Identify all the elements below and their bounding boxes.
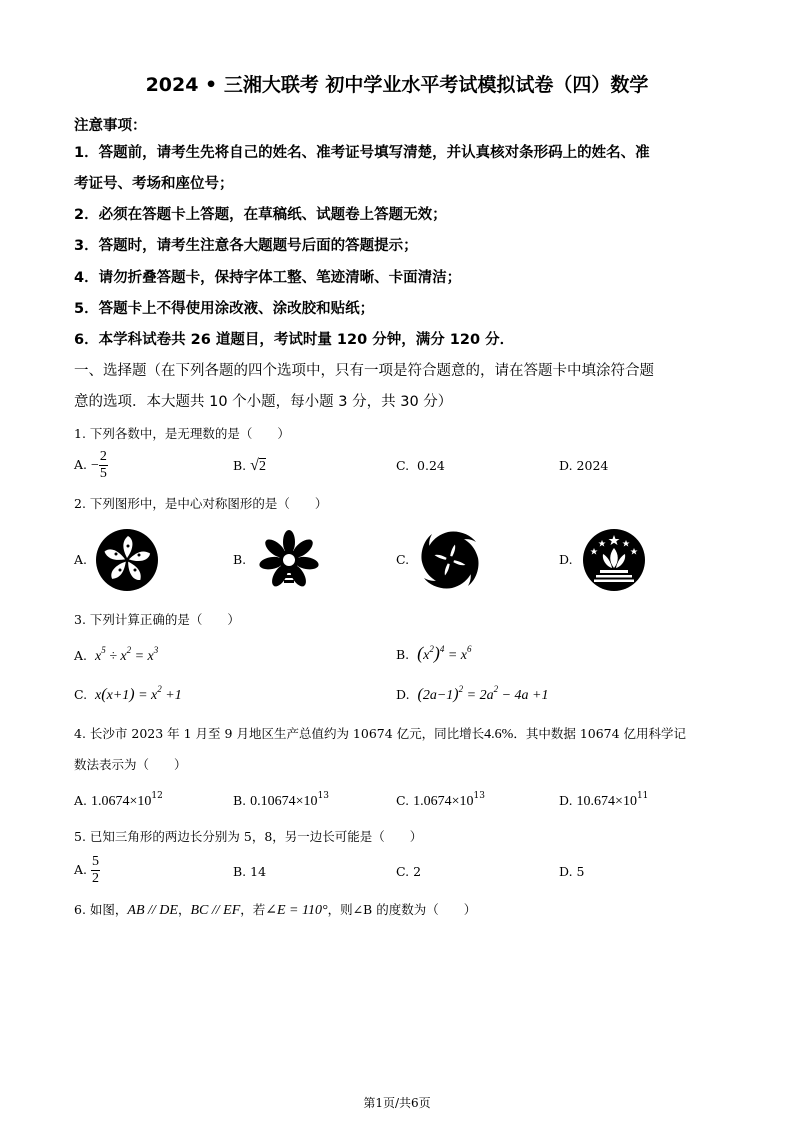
question-2-stem: 2. 下列图形中，是中心对称图形的是（ ） [74,496,328,511]
notes-heading: 注意事项： [74,118,147,134]
option-value: 2 [413,864,422,879]
stem-text: ．其中数据 10674 亿用科学记 [513,726,687,741]
option-value: 14 [250,864,267,879]
question-5-stem: 5. 已知三角形的两边长分别为 5，8，另一边长可能是（ ） [74,829,423,844]
stem-text: ，则∠B 的度数为（ ） [327,902,477,917]
minus-sign: − [91,458,99,473]
swirl-emblem-icon [418,528,482,592]
parallel-relation: AB // DE [127,903,178,918]
expression: $x(x+1) = x^2 +1$ [95,684,182,703]
denominator: 2 [92,871,99,886]
option-label: C. [396,793,410,808]
denominator: 5 [99,466,107,481]
parallel-relation: BC // EF [190,903,241,918]
numerator: 5 [92,854,99,869]
stem-text: ，若 [240,902,266,917]
expression: $(2a-1)^2 = 2a^2 - 4a +1$ [417,684,549,703]
fraction [91,854,100,887]
option-label: B. [396,647,410,662]
option-label: C. [396,458,410,473]
fraction [99,449,108,482]
question-4-stem [74,724,686,743]
page-footer: 第1页/共6页 [363,1096,431,1110]
stem-text: 4. 长沙市 2023 年 1 月至 9 月地区生产总值约为 10674 亿元，同比增长 [74,726,485,741]
option-value: 5 [576,864,585,879]
question-1-stem: 1. 下列各数中，是无理数的是（ ） [74,426,290,441]
question-5-option-d [559,864,585,879]
question-3-option-d [396,684,548,704]
section-heading-cont: 意的选项．本大题共 10 个小题，每小题 3 分，共 30 分） [74,394,453,410]
angle-condition: ∠E = 110° [265,903,328,918]
note-item: 1．答题前，请考生先将自己的姓名、准考证号填写清楚，并认真核对条形码上的姓名、准 [74,145,650,161]
option-label: D. [396,687,410,702]
note-item: 3．答题时，请考生注意各大题题号后面的答题提示； [74,238,418,254]
option-label: A. [74,648,88,663]
option-value: 2024 [576,458,609,473]
question-3-option-c [74,684,182,704]
option-label: C. [396,552,410,567]
option-value: 0.24 [417,458,445,473]
option-label: D. [559,552,573,567]
radicand: 2 [258,459,266,474]
exponent: 11 [636,791,649,801]
exponent: 13 [317,791,330,801]
question-4-option-b [233,791,329,810]
lotus-emblem-icon [582,528,646,592]
page-title: 2024 • 三湘大联考 初中学业水平考试模拟试卷（四）数学 [145,74,649,96]
section-heading: 一、选择题（在下列各题的四个选项中，只有一项是符合题意的，请在答题卡中填涂符合题 [74,363,654,379]
option-label: B. [233,552,247,567]
question-3-option-b [396,643,472,664]
question-5-option-a [74,854,100,887]
sqrt-symbol: √ [250,457,259,474]
question-1-option-c [396,458,445,473]
option-label: D. [559,458,573,473]
exponent: 12 [151,791,163,801]
question-5-option-c [396,864,421,879]
mantissa: 1.0674×10 [413,794,474,809]
option-label: A. [74,793,88,808]
percent-value: 4.6% [484,727,514,742]
mantissa: 0.10674×10 [250,794,318,809]
option-label: A. [74,862,88,877]
question-4-option-d [559,791,648,810]
option-label: D. [559,793,573,808]
note-item: 5．答题卡上不得使用涂改液、涂改胶和贴纸； [74,301,375,317]
stem-text: ， [177,902,191,917]
option-label: B. [233,793,247,808]
stem-text: 6. 如图， [74,902,128,917]
question-4-option-c [396,791,485,810]
note-item: 4．请勿折叠答题卡，保持字体工整、笔迹清晰、卡面清洁； [74,270,462,286]
question-6-stem [74,900,476,919]
option-label: C. [396,864,410,879]
option-label: A. [74,457,88,472]
question-1-option-b [233,457,266,475]
option-label: D. [559,864,573,879]
question-1-option-a [74,449,108,482]
question-1-option-d [559,458,608,473]
question-5-option-b [233,864,266,879]
note-item: 考证号、考场和座位号； [74,176,234,192]
question-3-option-a [74,645,158,665]
mantissa: 10.674×10 [576,794,637,809]
bauhinia-emblem-icon [95,528,159,592]
note-item: 6．本学科试卷共 26 道题目，考试时量 120 分钟，满分 120 分． [74,332,515,348]
numerator: 2 [99,449,107,464]
question-4-stem-cont: 数法表示为（ ） [74,757,187,772]
question-4-option-a [74,791,163,810]
exponent: 13 [473,791,485,801]
mantissa: 1.0674×10 [91,794,152,809]
option-label: A. [74,552,88,567]
expression: $(x^2)^4 = x^6$ [417,643,472,663]
expression: $x^5 \div x^2 = x^3$ [94,645,159,664]
option-label: B. [233,864,247,879]
chrysanthemum-emblem-icon [256,528,322,592]
note-item: 2．必须在答题卡上答题，在草稿纸、试题卷上答题无效； [74,207,447,223]
option-label: C. [74,687,88,702]
question-3-stem: 3. 下列计算正确的是（ ） [74,612,240,627]
option-label: B. [233,458,247,473]
